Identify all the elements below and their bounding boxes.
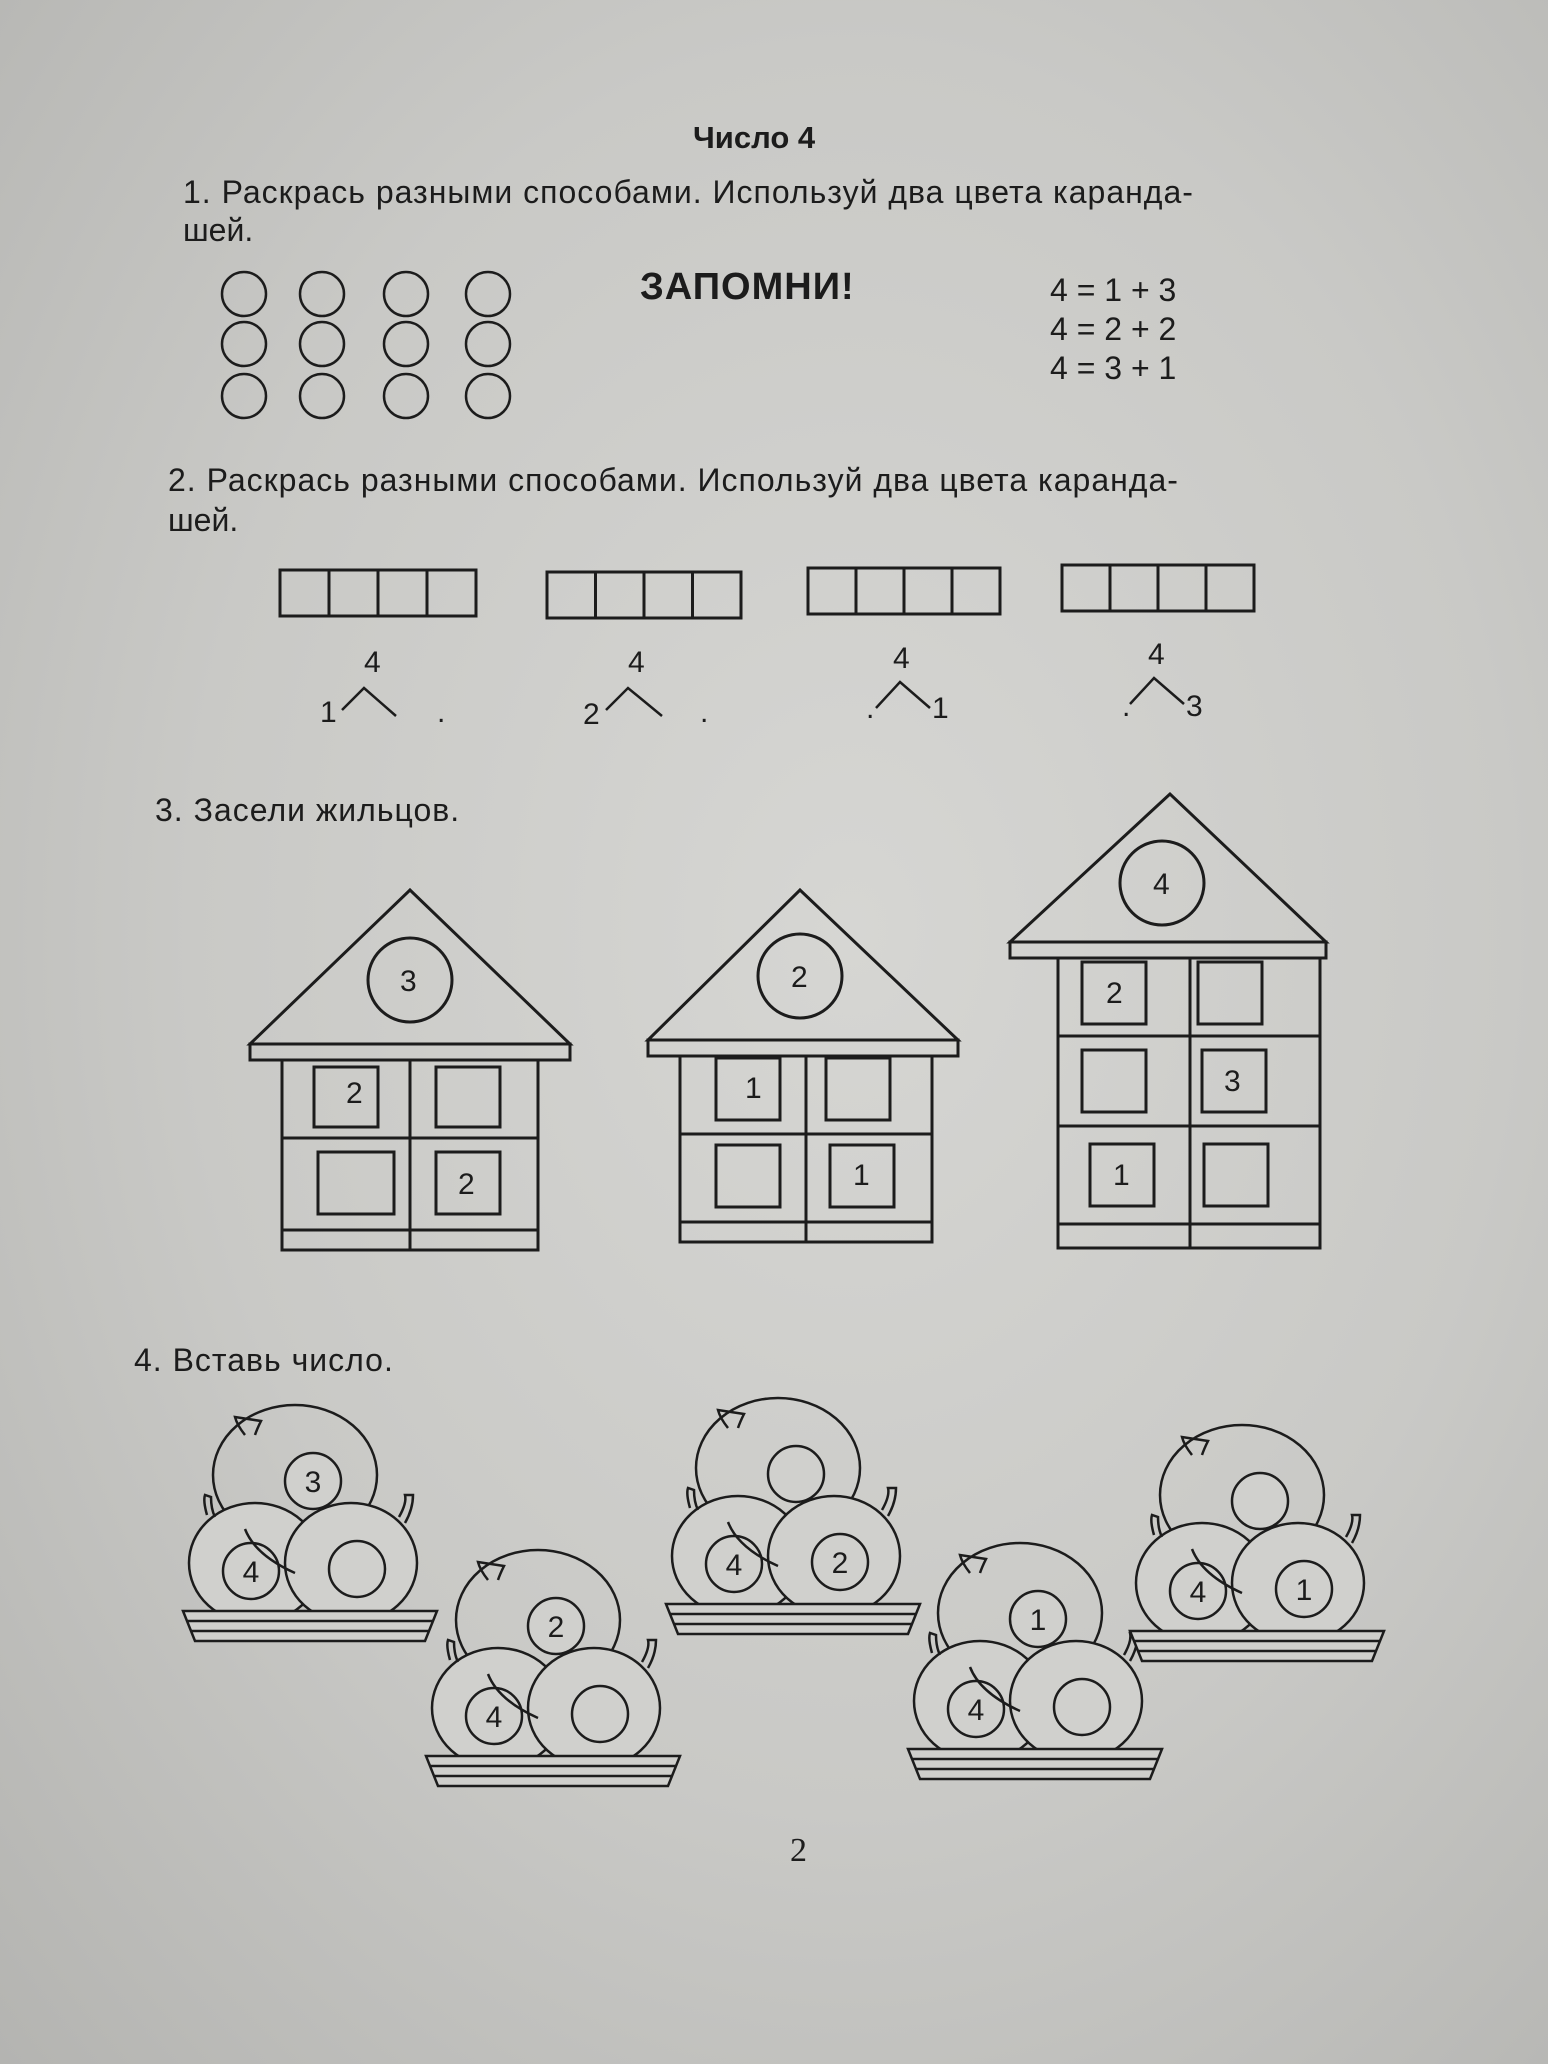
roof-number: 3 xyxy=(400,965,417,998)
tree-top-number: 4 xyxy=(364,646,381,679)
tree-left-number[interactable]: . xyxy=(1122,690,1131,723)
basket-number: 4 xyxy=(725,1549,743,1582)
basket-number: 3 xyxy=(304,1466,322,1499)
basket-base xyxy=(426,1756,680,1786)
apple-stem-icon xyxy=(399,1495,413,1523)
apple xyxy=(285,1503,417,1623)
basket-number: 4 xyxy=(967,1694,985,1727)
apple-stem-icon xyxy=(447,1640,458,1662)
window-number: 1 xyxy=(1113,1159,1130,1192)
window-number: 3 xyxy=(1224,1065,1241,1098)
apple-basket xyxy=(666,1398,920,1634)
roof-number: 4 xyxy=(1153,868,1170,901)
apple-leaf-icon xyxy=(478,1562,504,1580)
apple-stem-icon xyxy=(642,1640,656,1668)
tree-top-number: 4 xyxy=(893,642,910,675)
basket-number: 1 xyxy=(1029,1604,1047,1637)
tree-left-number: 2 xyxy=(583,698,600,731)
window-number: 2 xyxy=(346,1077,363,1110)
equation-1: 4 = 1 + 3 xyxy=(1050,272,1177,308)
task-3-label: 3. Засели жильцов. xyxy=(155,792,461,828)
basket-number: 4 xyxy=(1189,1576,1207,1609)
task-4-label: 4. Вставь число. xyxy=(134,1342,394,1378)
apple xyxy=(528,1648,660,1768)
page-title: Число 4 xyxy=(693,120,816,155)
tree-right-number[interactable]: . xyxy=(700,696,709,729)
basket-number: 4 xyxy=(242,1556,260,1589)
page-number: 2 xyxy=(790,1832,807,1869)
apple-basket xyxy=(183,1405,437,1641)
tree-top-number: 4 xyxy=(1148,638,1165,671)
basket-number: 2 xyxy=(831,1547,849,1580)
window-number: 1 xyxy=(745,1072,762,1105)
tree-left-number[interactable]: . xyxy=(866,692,875,725)
task-1-label-continued: шей. xyxy=(183,212,254,248)
tree-right-number[interactable]: . xyxy=(437,696,446,729)
basket-base xyxy=(183,1611,437,1641)
basket-number: 1 xyxy=(1295,1574,1313,1607)
basket-number: 2 xyxy=(547,1611,565,1644)
basket-base xyxy=(1130,1631,1384,1661)
apple-basket xyxy=(908,1543,1162,1779)
apple-stem-icon xyxy=(687,1488,698,1510)
tree-right-number: 3 xyxy=(1186,690,1203,723)
apple xyxy=(1010,1641,1142,1761)
apple-stem-icon xyxy=(1151,1515,1162,1537)
window-number: 2 xyxy=(1106,977,1123,1010)
number-circle[interactable] xyxy=(768,1446,824,1502)
apple-stem-icon xyxy=(1346,1515,1360,1543)
task-2-label-continued: шей. xyxy=(168,502,239,538)
tree-left-number: 1 xyxy=(320,696,337,729)
remember-heading: ЗАПОМНИ! xyxy=(640,266,855,308)
apple-basket xyxy=(1130,1425,1384,1661)
basket-base xyxy=(908,1749,1162,1779)
window-number: 2 xyxy=(458,1168,475,1201)
apple-leaf-icon xyxy=(235,1417,261,1435)
tree-top-number: 4 xyxy=(628,646,645,679)
window-number: 1 xyxy=(853,1159,870,1192)
apple-leaf-icon xyxy=(960,1555,986,1573)
apple-leaf-icon xyxy=(718,1410,744,1428)
task-1-label: 1. Раскрась разными способами. Используй два цвета каранда- xyxy=(183,174,1194,210)
equation-3: 4 = 3 + 1 xyxy=(1050,350,1177,386)
tree-right-number: 1 xyxy=(932,692,949,725)
number-circle[interactable] xyxy=(1232,1473,1288,1529)
apple-leaf-icon xyxy=(1182,1437,1208,1455)
equation-2: 4 = 2 + 2 xyxy=(1050,311,1177,347)
apple-stem-icon xyxy=(204,1495,215,1517)
basket-base xyxy=(666,1604,920,1634)
apple-basket xyxy=(426,1550,680,1786)
apple-stem-icon xyxy=(882,1488,896,1516)
task-2-label: 2. Раскрась разными способами. Используй два цвета каранда- xyxy=(168,462,1179,498)
apple-stem-icon xyxy=(929,1633,940,1655)
roof-number: 2 xyxy=(791,961,808,994)
basket-number: 4 xyxy=(485,1701,503,1734)
